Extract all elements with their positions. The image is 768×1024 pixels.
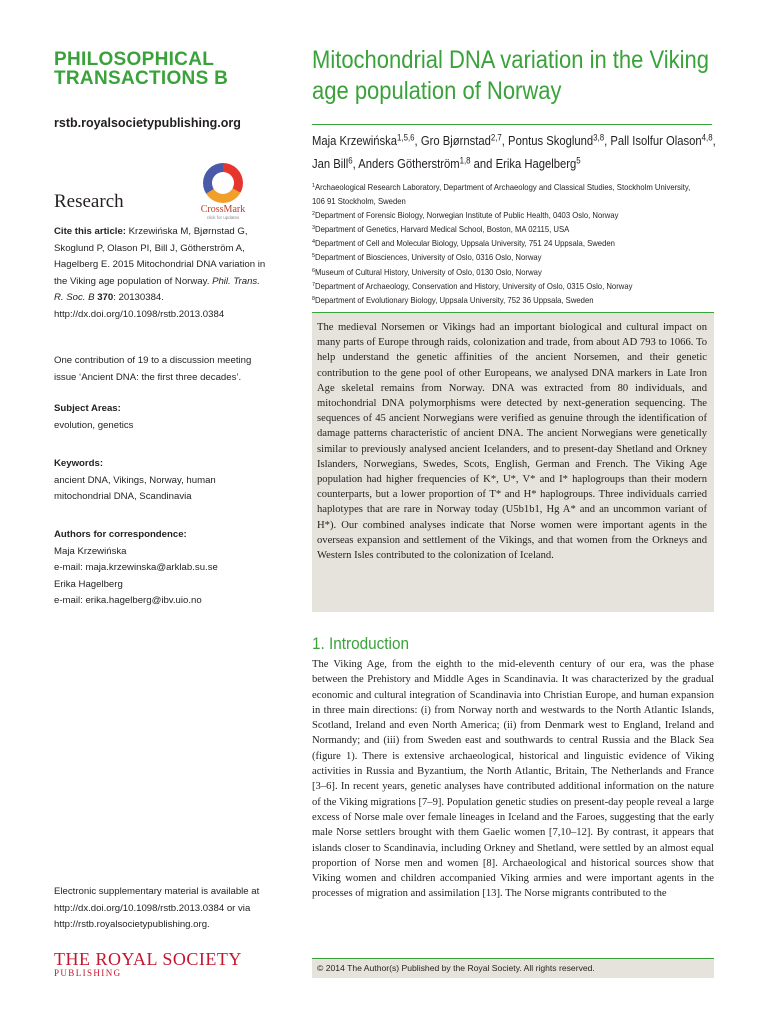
journal-title [54,50,294,88]
cite-text: Krzewińska M, Bjørnstad G, Skoglund P, Olason PI, Bill J, Götherström A, Hagelberg E. 2015 Mitochondrial DNA variation in the Viking age population of Norway. [54,226,266,287]
affiliation-item [312,222,717,236]
affiliation-number: 6 [312,267,316,274]
affiliation-text: Department of Cell and Molecular Biology, Uppsala University, 751 24 Uppsala, Sweden [315,238,615,249]
cite-doi-link[interactable]: http://dx.doi.org/10.1098/rstb.2013.0384 [54,308,225,320]
affiliation-item [312,250,717,264]
author-affiliation-marker: 5 [576,155,581,166]
publisher-logo[interactable] [54,950,242,979]
author-name: Anders Götherström [358,157,460,171]
affiliation-item [312,208,717,222]
subject-text: evolution, genetics [54,419,134,431]
keywords-text: ancient DNA, Vikings, Norway, human mitochondrial DNA, Scandinavia [54,474,216,502]
crossmark-label: CrossMark [200,204,246,215]
author-affiliation-marker: 4,8 [701,132,713,143]
crossmark-icon [203,163,243,203]
affiliation-number: 2 [312,211,316,218]
author-affiliation-marker: 1,8 [459,155,471,166]
abstract-box [312,312,714,612]
affiliation-text: Department of Evolutionary Biology, Uppsala University, 752 36 Uppsala, Sweden [315,294,594,305]
section-label: Research [54,191,124,212]
article-title: Mitochondrial DNA variation in the Viking age population of Norway [312,46,710,105]
author-name: Pontus Skoglund [508,134,594,148]
affiliation-text: Archaeological Research Laboratory, Department of Archaeology and Classical Studies, Stockholm University, [315,182,691,192]
author1-name: Maja Krzewińska [54,545,127,557]
title-divider [312,124,712,125]
affiliations [312,180,717,307]
affiliation-number: 3 [312,225,316,232]
affiliation-number: 1 [312,183,316,190]
cite-volume: 370 [97,292,114,303]
affiliation-item [312,265,717,279]
intro-body: The Viking Age, from the eighth to the mid-eleventh century of our era, was the phase between the Prehistory and Middle Ages in Scandinavia. It was characterized by the gradual economic and cultural integration of Scandinavia into Christian Europe, and human expansion in three main directions: (i) from Norway north and westwards to the North Atlantic Islands, Scotland, Ireland and even North America; (ii) from Denmark west to England, Ireland and Normandy; and (iii) from Sweden east and southwards to central Russia and the Black Sea (figure 1). There is extensive archaeological, historical and linguistic evidence of Viking activities in Russia and Byzantium, the North Atlantic, Britain, The Netherlands and France [3–6]. In recent years, genetic analyses have contributed additional information on the nature of the Viking migrations [7–9]. Population genetic studies on present-day people reveal a large excess of Norse male over female lineages in Iceland and the Faroes, suggesting that the early male Norse settlers brought with them Gaelic women [7,10–12]. By contrast, it appears that islands closer to Scandinavia, including Orkney and Shetland, were settled by an almost equal proportion of Norse men and women [8]. Archaeological and historical sources show that Viking women and children accompanied Viking armies and were important agents in the processes of migration and assimilation [13]. The Norse migrants contributed to the [312,659,714,900]
citation-block [54,224,270,323]
crossmark-sublabel: click for updates [206,215,240,220]
supplementary-note: Electronic supplementary material is available at http://dx.doi.org/10.1098/rstb.2013.0384 or via http://rstb.royalsocietypublishing.org. [54,886,260,930]
correspondence-authors [54,527,270,610]
affiliation-item [312,180,717,194]
affiliation-item [312,293,717,307]
affiliation-number: 5 [312,253,316,260]
author-name: Erika Hagelberg [495,157,577,171]
affiliation-number: 8 [312,295,316,302]
journal-title-line2: TRANSACTIONS B [54,68,229,89]
publisher-sub: PUBLISHING [54,968,122,978]
cite-journal: Phil. Trans. R. Soc. B [54,275,260,303]
author-name: Pall Isolfur Olason [610,134,702,148]
affiliation-text: 106 91 Stockholm, Sweden [312,196,406,207]
subject-label: Subject Areas: [54,403,121,414]
author-affiliation-marker: 2,7 [490,132,502,143]
keywords-label: Keywords: [54,458,104,469]
author-affiliation-marker: 3,8 [593,132,605,143]
crossmark-badge[interactable] [195,163,251,219]
author-name: Maja Krzewińska [312,134,398,148]
affiliation-text: Department of Forensic Biology, Norwegian Institute of Public Health, 0403 Oslo, Norway [315,210,619,221]
author-affiliation-marker: 6 [348,155,353,166]
affiliation-text: Department of Archaeology, Conservation and History, University of Oslo, 0315 Oslo, Norway [315,280,633,291]
author-list: Maja Krzewińska$^{1,5,6}$, Gro Bjørnstad$^{2,7}$, Pontus Skoglund$^{3,8}$, Pall Isolfur Olason$^{4,8}$, Jan Bill$^6$, Anders Götherström$^{1,8}$ and Erika Hagelberg$^5$ [312,132,716,171]
contribution-note: One contribution of 19 to a discussion meeting issue ‘Ancient DNA: the first three decades’. [54,355,252,383]
author-affiliation-marker: 1,5,6 [397,132,415,143]
affiliation-number: 4 [312,239,316,246]
author2-name: Erika Hagelberg [54,578,123,590]
authors-label: Authors for correspondence: [54,529,187,540]
affiliation-text: Department of Biosciences, University of Oslo, 0316 Oslo, Norway [315,252,542,263]
author1-email[interactable]: e-mail: maja.krzewinska@arklab.su.se [54,562,218,573]
journal-url[interactable]: rstb.royalsocietypublishing.org [54,116,241,130]
publisher-name: THE ROYAL SOCIETY [54,949,242,969]
author-name: Gro Bjørnstad [420,134,491,148]
subject-areas [54,401,270,434]
affiliation-item [312,236,717,250]
abstract-text: The medieval Norsemen or Vikings had an important biological and cultural impact on many parts of Europe through raids, colonization and trade, from about AD 793 to 1066. To help understand the genetic affinities of the ancient Norsemen, and their genetic contribution to the gene pool of other Europeans, we analysed DNA markers in Late Iron Age skeletal remains from Norway. DNA was extracted from 80 individuals, and mitochondrial DNA polymorphisms were detected by next-generation sequencing. The sequences of 45 ancient Norwegians were verified as genuine through the identification of damage patterns characteristic of ancient DNA. The ancient Norwegians were genetically similar to previously analysed ancient Icelanders, and to present-day Shetland and Orkney Islanders, Norwegians, Swedes, Scots, English, German and French. The Viking Age population had higher frequencies of K*, U*, V* and I* haplogroups than their modern counterparts, but a lower proportion of T* and H* haplogroups. Three individuals carried haplotypes that are rare in Norway today (U5b1b1, Hg A* and an uncommon variant of H*). Our combined analyses indicate that Norse women were important agents in the overseas expansion and settlement of the Vikings, and that women from the Orkneys and Western Isles contributed to the colonization of Iceland. [317,322,707,562]
cite-label: Cite this article: [54,226,126,237]
journal-title-line1: PHILOSOPHICAL [54,49,215,70]
keywords [54,456,270,506]
affiliation-text: Department of Genetics, Harvard Medical School, Boston, MA 02115, USA [315,224,570,235]
author-name: Jan Bill [312,157,349,171]
copyright-bar: © 2014 The Author(s) Published by the Royal Society. All rights reserved. [312,958,714,978]
intro-heading: 1. Introduction [312,634,409,653]
author2-email[interactable]: e-mail: erika.hagelberg@ibv.uio.no [54,595,202,606]
affiliation-item [312,194,717,208]
affiliation-item [312,279,717,293]
affiliation-text: Museum of Cultural History, University of Oslo, 0130 Oslo, Norway [315,266,542,277]
cite-pages: : 20130384. [113,292,164,303]
affiliation-number: 7 [312,281,316,288]
